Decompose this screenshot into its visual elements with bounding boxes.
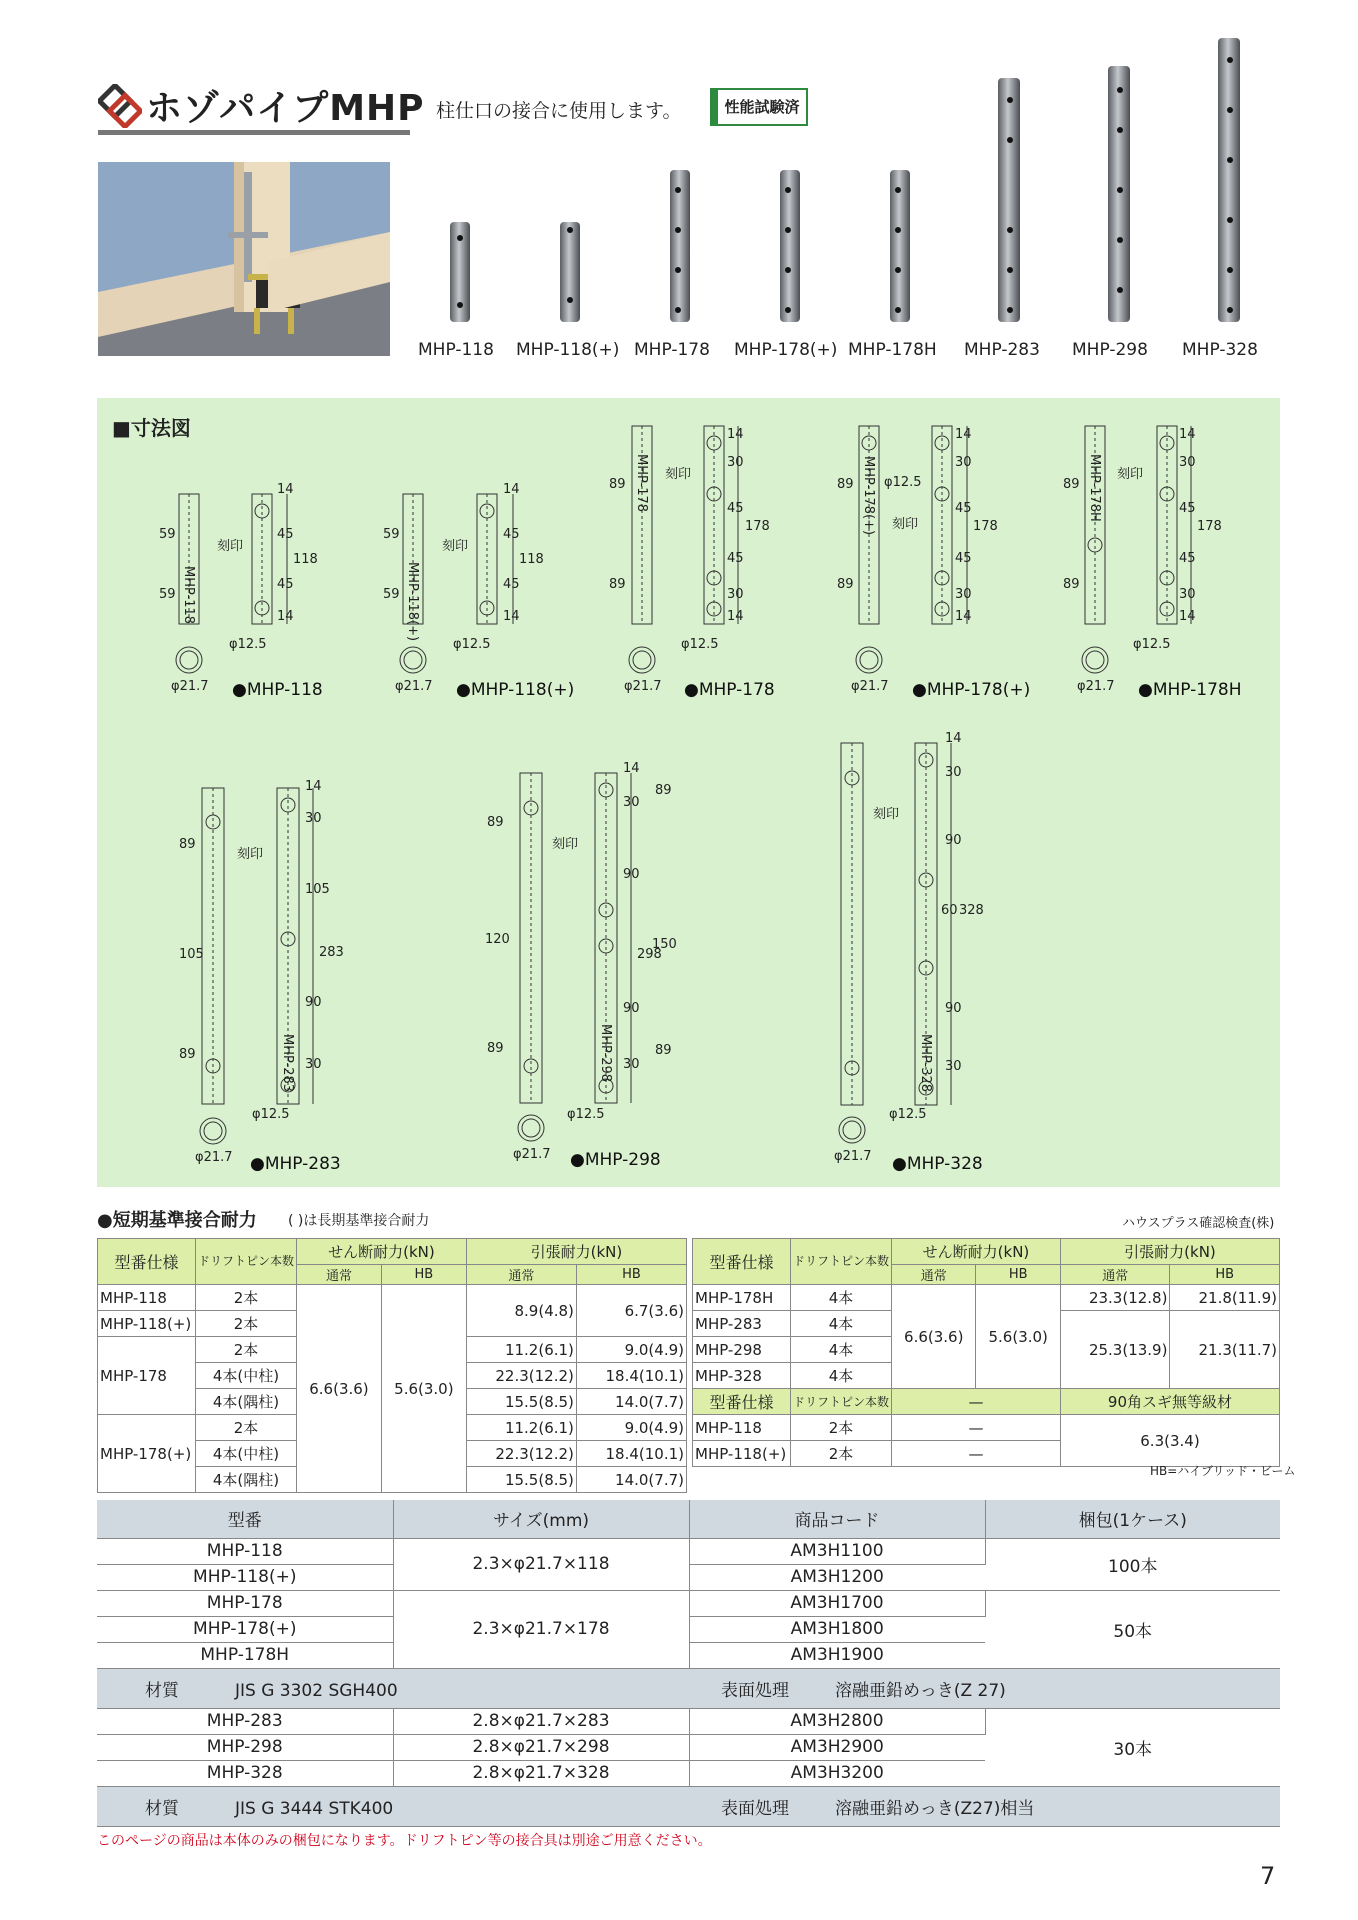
- stamp-label: 刻印: [552, 837, 579, 852]
- pins-cell: 4本(中柱): [196, 1441, 297, 1467]
- dim-number: 90: [623, 867, 640, 882]
- th-pack: 梱包(1ケース): [985, 1500, 1280, 1538]
- pipe-mhp-283: [998, 78, 1020, 322]
- dim-number: 89: [655, 1043, 672, 1058]
- finish-label: 表面処理: [721, 1680, 789, 1701]
- dim-number: 105: [305, 882, 330, 897]
- dim-number: 90: [945, 1001, 962, 1016]
- dim-hole: φ12.5: [453, 637, 491, 652]
- finish-value: 溶融亜鉛めっき(Z 27): [835, 1680, 1006, 1701]
- pipe-mark: MHP-178(+): [861, 456, 876, 536]
- product-name: MHP-178: [634, 340, 710, 360]
- pipe-mark: MHP-298: [598, 1024, 613, 1083]
- product-lineup: [420, 30, 1280, 340]
- pins-cell: 4本(隅柱): [196, 1467, 297, 1493]
- dim-number: 118: [519, 552, 544, 567]
- dim-number: 30: [945, 765, 962, 780]
- dim-number: 45: [955, 551, 972, 566]
- size-cell: 2.8×φ21.7×298: [393, 1734, 689, 1760]
- dim-number: 14: [503, 482, 520, 497]
- drawing-label: ●MHP-118(+): [456, 680, 575, 700]
- sub-th-material: 90角スギ無等級材: [1060, 1389, 1279, 1415]
- tension-normal-cell: 22.3(12.2): [466, 1441, 576, 1467]
- product-name: MHP-178H: [848, 340, 937, 360]
- code-cell: AM3H2800: [689, 1708, 985, 1734]
- dim-number: 14: [945, 731, 962, 746]
- product-name: MHP-118: [418, 340, 494, 360]
- stamp-label: 刻印: [442, 539, 469, 554]
- pipe-mark: MHP-178H: [1087, 454, 1102, 522]
- dim-number: 30: [305, 1057, 322, 1072]
- dim-number: 45: [277, 577, 294, 592]
- dim-number: 14: [1179, 427, 1196, 442]
- dim-hole: φ12.5: [567, 1107, 605, 1122]
- shear-cell: —: [892, 1415, 1061, 1441]
- tension-normal-cell: 22.3(12.2): [466, 1363, 576, 1389]
- dim-number: 89: [487, 1041, 504, 1056]
- material-value: JIS G 3444 STK400: [235, 1798, 394, 1819]
- page-number: 7: [1260, 1862, 1276, 1890]
- tension-hb-cell: 21.3(11.7): [1170, 1311, 1280, 1389]
- pins-cell: 2本: [791, 1441, 892, 1467]
- code-cell: AM3H3200: [689, 1760, 985, 1786]
- dim-number: 283: [319, 945, 344, 960]
- th-normal: 通常: [892, 1265, 976, 1285]
- dim-number: 14: [623, 761, 640, 776]
- dim-number: 328: [959, 903, 984, 918]
- dim-section: φ21.7: [395, 679, 433, 694]
- dim-number: 14: [305, 779, 322, 794]
- model-cell: MHP-178: [98, 1337, 196, 1415]
- th-model: 型番: [97, 1500, 393, 1538]
- dim-section: φ21.7: [1077, 679, 1115, 694]
- dim-number: 45: [1179, 551, 1196, 566]
- dim-number: 45: [955, 501, 972, 516]
- dim-number: 30: [1179, 455, 1196, 470]
- dim-number: 45: [727, 501, 744, 516]
- dim-number: 45: [503, 577, 520, 592]
- code-cell: AM3H1700: [689, 1590, 985, 1616]
- dim-hole: φ12.5: [252, 1107, 290, 1122]
- strength-table-left: [97, 1238, 687, 1493]
- pipe-mhp-298: [1108, 66, 1130, 322]
- material-label: 材質: [145, 1680, 179, 1701]
- dim-number: 30: [623, 795, 640, 810]
- drawing-label: ●MHP-283: [250, 1154, 341, 1174]
- dim-number: 30: [955, 455, 972, 470]
- dim-number: 14: [727, 427, 744, 442]
- pins-cell: 2本: [791, 1415, 892, 1441]
- stamp-label: 刻印: [892, 517, 919, 532]
- stamp-label: 刻印: [237, 847, 264, 862]
- strength-table-right: [692, 1238, 1280, 1467]
- model-cell: MHP-118: [98, 1285, 196, 1311]
- dim-number: 30: [727, 455, 744, 470]
- dim-number: 45: [727, 551, 744, 566]
- pack-cell: 50本: [985, 1590, 1280, 1668]
- dim-section: φ21.7: [171, 679, 209, 694]
- dim-number: 45: [503, 527, 520, 542]
- material-value: JIS G 3302 SGH400: [235, 1680, 398, 1701]
- dim-section: φ21.7: [624, 679, 662, 694]
- th-model: 型番仕様: [98, 1239, 196, 1285]
- dim-number: 178: [973, 519, 998, 534]
- tension-hb-cell: 14.0(7.7): [576, 1389, 686, 1415]
- stamp-label: 刻印: [873, 807, 900, 822]
- size-cell: 2.8×φ21.7×283: [393, 1708, 689, 1734]
- dimension-drawings: [97, 398, 1280, 1187]
- model-cell: MHP-178H: [693, 1285, 791, 1311]
- code-cell: AM3H2900: [689, 1734, 985, 1760]
- dim-number: 30: [727, 587, 744, 602]
- material-label: 材質: [145, 1798, 179, 1819]
- dim-number: 30: [305, 811, 322, 826]
- dim-number: 178: [745, 519, 770, 534]
- th-model: 型番仕様: [693, 1239, 791, 1285]
- product-name: MHP-328: [1182, 340, 1258, 360]
- dim-number: 14: [955, 427, 972, 442]
- model-cell: MHP-283: [97, 1708, 393, 1734]
- material-row: [97, 1668, 689, 1708]
- dim-number: 30: [955, 587, 972, 602]
- product-name: MHP-283: [964, 340, 1040, 360]
- shear-cell: —: [892, 1441, 1061, 1467]
- pins-cell: 4本: [791, 1363, 892, 1389]
- pins-cell: 2本: [196, 1285, 297, 1311]
- th-normal: 通常: [1060, 1265, 1170, 1285]
- tension-cell: 6.3(3.4): [1060, 1415, 1279, 1467]
- tension-hb-cell: 18.4(10.1): [576, 1441, 686, 1467]
- dim-number: 30: [945, 1059, 962, 1074]
- dim-number: 178: [1197, 519, 1222, 534]
- dim-number: 105: [179, 947, 204, 962]
- pipe-mark: MHP-118: [181, 566, 196, 625]
- sub-th-model: 型番仕様: [693, 1389, 791, 1415]
- pins-cell: 2本: [196, 1311, 297, 1337]
- code-cell: AM3H1200: [689, 1564, 985, 1590]
- dim-number: 118: [293, 552, 318, 567]
- model-cell: MHP-118: [693, 1415, 791, 1441]
- model-cell: MHP-178H: [97, 1642, 393, 1668]
- dim-number: 89: [609, 577, 626, 592]
- tension-normal-cell: 11.2(6.1): [466, 1337, 576, 1363]
- pins-cell: 2本: [196, 1337, 297, 1363]
- size-cell: 2.8×φ21.7×328: [393, 1760, 689, 1786]
- th-hb: HB: [576, 1265, 686, 1285]
- dim-number: 90: [623, 1001, 640, 1016]
- dim-number: 89: [837, 577, 854, 592]
- material-row: [97, 1786, 689, 1826]
- pins-cell: 4本(中柱): [196, 1363, 297, 1389]
- model-cell: MHP-118(+): [97, 1564, 393, 1590]
- th-hb: HB: [976, 1265, 1060, 1285]
- pipe-mhp-118: [450, 222, 470, 322]
- dim-number: 60: [941, 903, 958, 918]
- strength-title: ●短期基準接合耐力: [97, 1210, 257, 1231]
- dim-number: 89: [655, 783, 672, 798]
- dim-number: 298: [637, 947, 662, 962]
- dim-section: φ21.7: [851, 679, 889, 694]
- pipe-mhp-178-plus: [780, 170, 800, 322]
- dim-number: 89: [1063, 577, 1080, 592]
- pipe-mark: MHP-118(+): [405, 562, 420, 642]
- sub-th-pins: ドリフトピン本数: [791, 1389, 892, 1415]
- dim-hole: φ12.5: [884, 475, 922, 490]
- dim-section: φ21.7: [834, 1149, 872, 1164]
- pipe-mhp-178h: [890, 170, 910, 322]
- dim-number: 150: [652, 937, 677, 952]
- page-subtitle: 柱仕口の接合に使用します。: [436, 100, 682, 122]
- dim-hole: φ12.5: [1133, 637, 1171, 652]
- dim-number: 14: [727, 609, 744, 624]
- dim-number: 59: [159, 527, 176, 542]
- dim-number: 30: [1179, 587, 1196, 602]
- th-tension: 引張耐力(kN): [1060, 1239, 1279, 1265]
- th-normal: 通常: [466, 1265, 576, 1285]
- model-cell: MHP-178(+): [98, 1415, 196, 1493]
- stamp-label: 刻印: [1117, 467, 1144, 482]
- dim-number: 14: [503, 609, 520, 624]
- tension-normal-cell: 23.3(12.8): [1060, 1285, 1170, 1311]
- dim-number: 89: [609, 477, 626, 492]
- th-code: 商品コード: [689, 1500, 985, 1538]
- dim-number: 45: [1179, 501, 1196, 516]
- dimension-title: ■寸法図: [112, 416, 191, 440]
- tension-hb-cell: 6.7(3.6): [576, 1285, 686, 1337]
- pack-cell: 30本: [985, 1708, 1280, 1786]
- drawing-label: ●MHP-178: [684, 680, 775, 700]
- model-cell: MHP-178: [97, 1590, 393, 1616]
- tension-hb-cell: 21.8(11.9): [1170, 1285, 1280, 1311]
- pipe-mhp-118-plus: [560, 222, 580, 322]
- dim-number: 59: [383, 587, 400, 602]
- pins-cell: 2本: [196, 1415, 297, 1441]
- brand-logo-icon: [98, 84, 142, 128]
- product-name: MHP-178(+): [734, 340, 838, 360]
- drawing-label: ●MHP-298: [570, 1150, 661, 1170]
- sub-th-dash: —: [892, 1389, 1061, 1415]
- model-cell: MHP-118(+): [98, 1311, 196, 1337]
- page-title: ホゾパイプMHP: [146, 88, 425, 129]
- dim-number: 45: [277, 527, 294, 542]
- dim-number: 90: [945, 833, 962, 848]
- dim-number: 89: [837, 477, 854, 492]
- drawing-label: ●MHP-118: [232, 680, 323, 700]
- th-pins: ドリフトピン本数: [791, 1239, 892, 1285]
- dim-hole: φ12.5: [681, 637, 719, 652]
- size-cell: 2.3×φ21.7×178: [393, 1590, 689, 1668]
- model-cell: MHP-298: [693, 1337, 791, 1363]
- dim-number: 30: [623, 1057, 640, 1072]
- strength-note: ( )は長期基準接合耐力: [288, 1213, 430, 1229]
- tension-normal-cell: 15.5(8.5): [466, 1467, 576, 1493]
- pipe-mark: MHP-283: [280, 1034, 295, 1093]
- shear-hb-cell: 5.6(3.0): [976, 1285, 1060, 1389]
- th-pins: ドリフトピン本数: [196, 1239, 297, 1285]
- shear-normal-cell: 6.6(3.6): [297, 1285, 382, 1493]
- dim-number: 89: [1063, 477, 1080, 492]
- size-cell: 2.3×φ21.7×118: [393, 1538, 689, 1590]
- dim-number: 59: [383, 527, 400, 542]
- shear-hb-cell: 5.6(3.0): [381, 1285, 466, 1493]
- dim-number: 14: [1179, 609, 1196, 624]
- pipe-mhp-178: [670, 170, 690, 322]
- pins-cell: 4本: [791, 1337, 892, 1363]
- pins-cell: 4本: [791, 1285, 892, 1311]
- finish-value: 溶融亜鉛めっき(Z27)相当: [835, 1798, 1035, 1819]
- th-size: サイズ(mm): [393, 1500, 689, 1538]
- product-name: MHP-298: [1072, 340, 1148, 360]
- th-normal: 通常: [297, 1265, 382, 1285]
- pipe-mhp-328: [1218, 38, 1240, 322]
- strength-source: ハウスプラス確認検査(株): [1122, 1216, 1275, 1231]
- th-shear: せん断耐力(kN): [297, 1239, 467, 1265]
- dim-number: 14: [277, 609, 294, 624]
- dim-number: 90: [305, 995, 322, 1010]
- tension-normal-cell: 15.5(8.5): [466, 1389, 576, 1415]
- drawing-label: ●MHP-328: [892, 1154, 983, 1174]
- pipe-mark: MHP-178: [634, 454, 649, 513]
- dim-hole: φ12.5: [889, 1107, 927, 1122]
- shear-normal-cell: 6.6(3.6): [892, 1285, 976, 1389]
- tension-normal-cell: 8.9(4.8): [466, 1285, 576, 1337]
- dim-number: 89: [179, 837, 196, 852]
- drawing-label: ●MHP-178(+): [912, 680, 1031, 700]
- tension-hb-cell: 9.0(4.9): [576, 1337, 686, 1363]
- dim-hole: φ12.5: [229, 637, 267, 652]
- hb-note: HB=ハイブリッド・ビーム: [1150, 1464, 1296, 1478]
- tension-normal-cell: 25.3(13.9): [1060, 1311, 1170, 1389]
- code-cell: AM3H1900: [689, 1642, 985, 1668]
- dim-section: φ21.7: [195, 1150, 233, 1165]
- th-hb: HB: [381, 1265, 466, 1285]
- stamp-label: 刻印: [217, 539, 244, 554]
- dim-number: 14: [277, 482, 294, 497]
- tension-normal-cell: 11.2(6.1): [466, 1415, 576, 1441]
- model-cell: MHP-283: [693, 1311, 791, 1337]
- tested-badge: 性能試験済: [710, 88, 808, 126]
- footnote: このページの商品は本体のみの梱包になります。ドリフトピン等の接合具は別途ご用意ください。: [97, 1833, 712, 1849]
- model-cell: MHP-298: [97, 1734, 393, 1760]
- th-tension: 引張耐力(kN): [466, 1239, 686, 1265]
- dim-number: 89: [179, 1047, 196, 1062]
- title-underline: [98, 130, 410, 135]
- tension-hb-cell: 14.0(7.7): [576, 1467, 686, 1493]
- th-shear: せん断耐力(kN): [892, 1239, 1061, 1265]
- pack-cell: 100本: [985, 1538, 1280, 1590]
- pipe-mark: MHP-328: [918, 1034, 933, 1093]
- pins-cell: 4本: [791, 1311, 892, 1337]
- model-cell: MHP-178(+): [97, 1616, 393, 1642]
- dim-number: 14: [955, 609, 972, 624]
- stamp-label: 刻印: [665, 467, 692, 482]
- model-cell: MHP-118: [97, 1538, 393, 1564]
- model-cell: MHP-118(+): [693, 1441, 791, 1467]
- model-cell: MHP-328: [97, 1760, 393, 1786]
- drawing-label: ●MHP-178H: [1138, 680, 1242, 700]
- installation-photo: [98, 162, 390, 356]
- model-cell: MHP-328: [693, 1363, 791, 1389]
- code-cell: AM3H1800: [689, 1616, 985, 1642]
- dim-section: φ21.7: [513, 1147, 551, 1162]
- finish-row: [689, 1668, 1280, 1708]
- code-cell: AM3H1100: [689, 1538, 985, 1564]
- dim-number: 89: [487, 815, 504, 830]
- tension-hb-cell: 9.0(4.9): [576, 1415, 686, 1441]
- spec-table: [97, 1500, 1280, 1827]
- dim-number: 120: [485, 932, 510, 947]
- dim-number: 59: [159, 587, 176, 602]
- th-hb: HB: [1170, 1265, 1280, 1285]
- finish-label: 表面処理: [721, 1798, 789, 1819]
- tension-hb-cell: 18.4(10.1): [576, 1363, 686, 1389]
- product-name: MHP-118(+): [516, 340, 620, 360]
- finish-row: [689, 1786, 1280, 1826]
- pins-cell: 4本(隅柱): [196, 1389, 297, 1415]
